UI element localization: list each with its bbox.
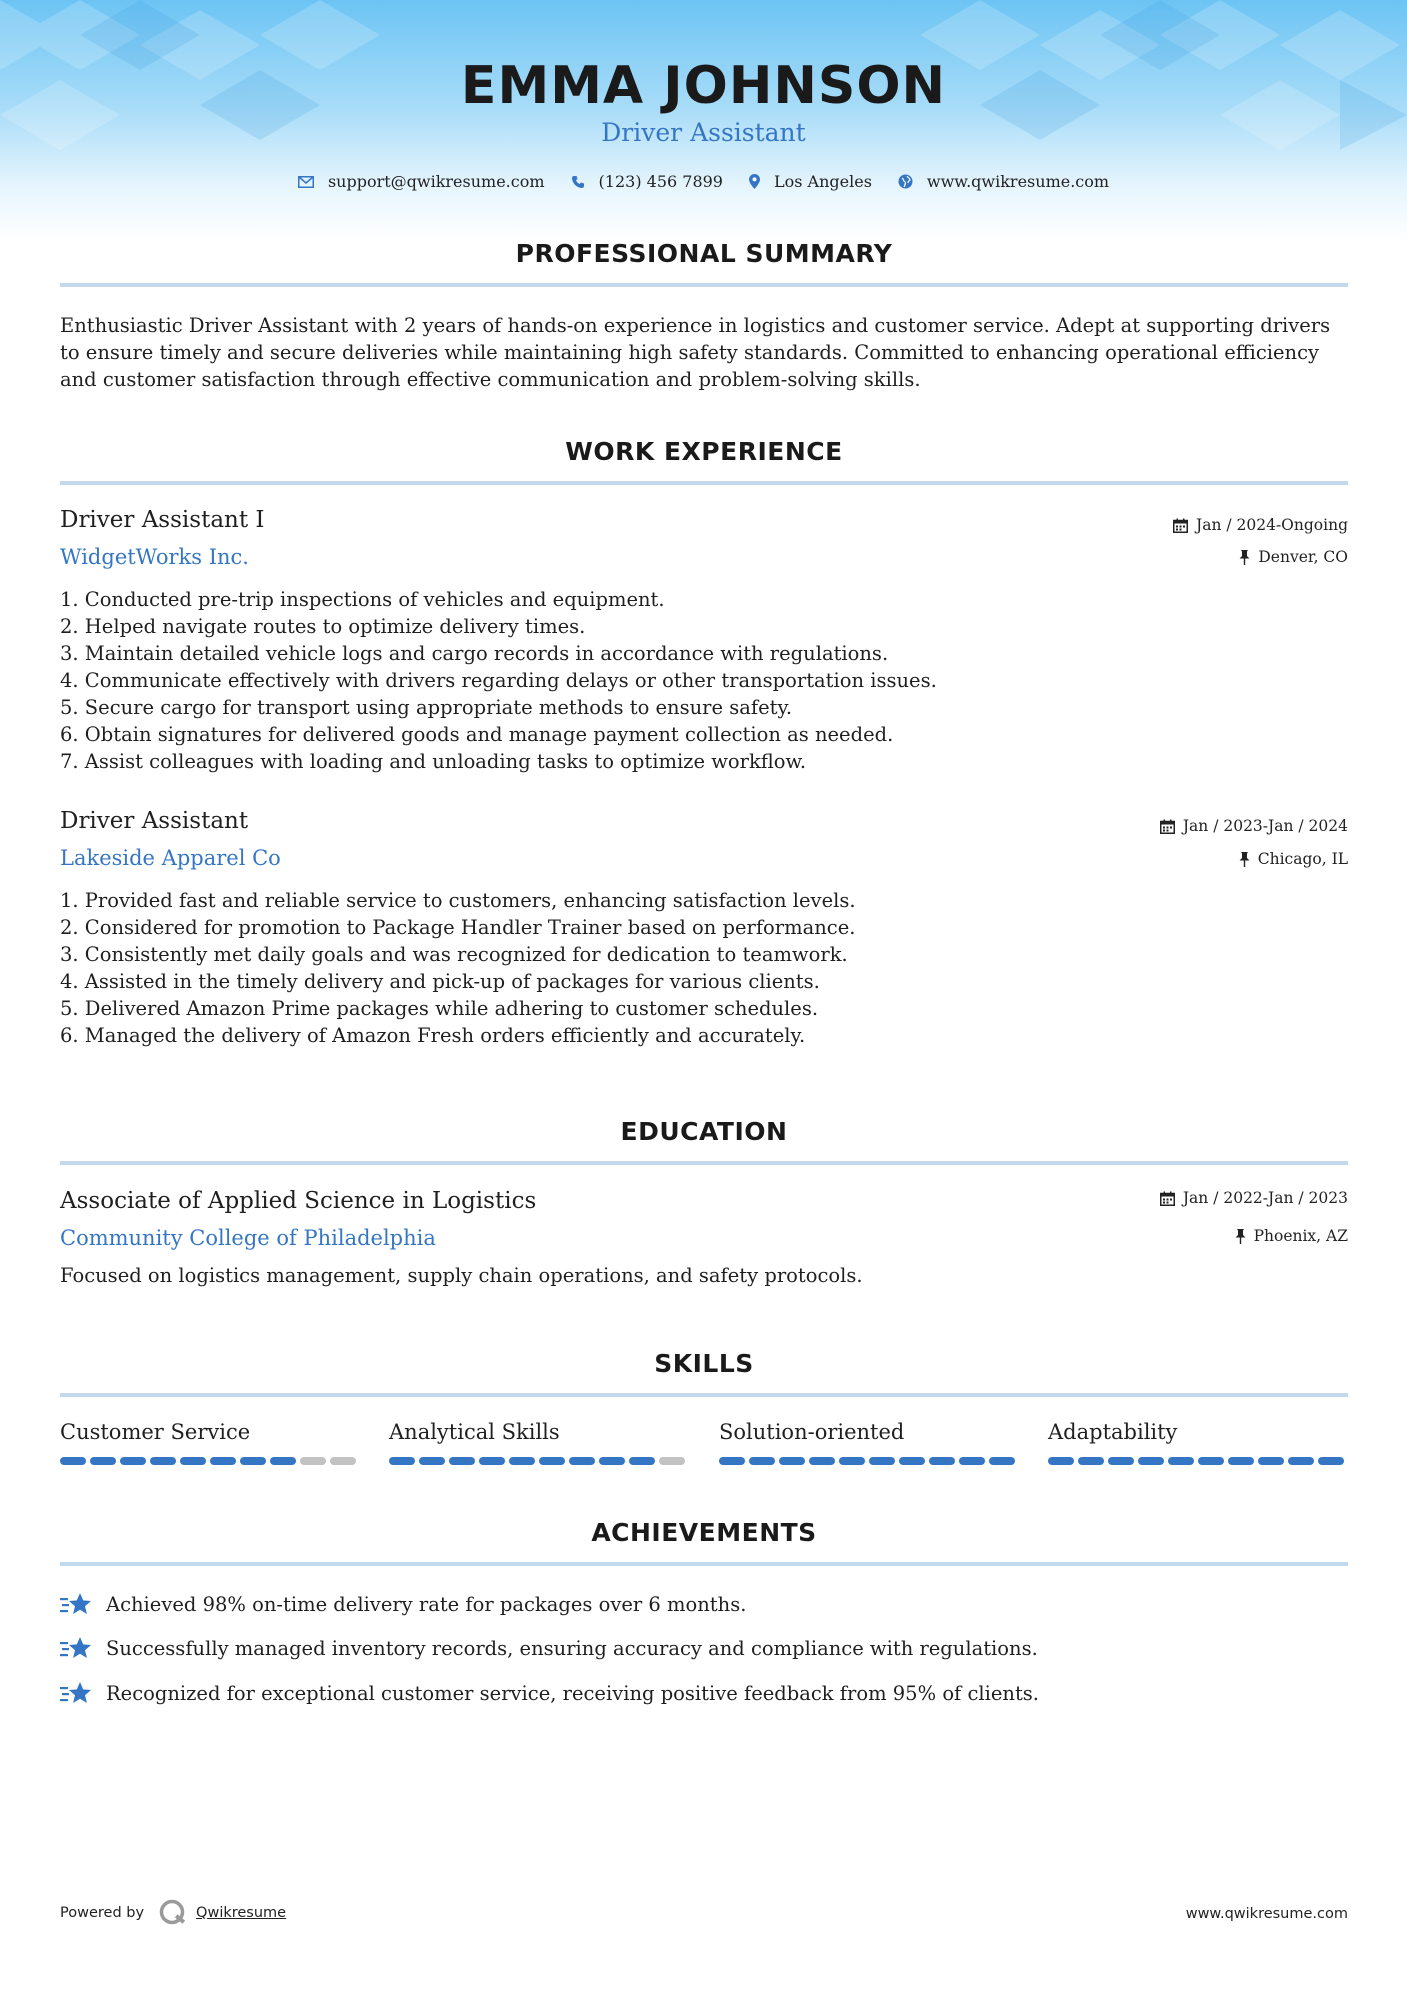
job-dates-text: Jan / 2023-Jan / 2024 (1182, 817, 1348, 835)
skill-segment-filled (90, 1457, 116, 1465)
education-location (1235, 1227, 1348, 1245)
skills-heading: SKILLS (654, 1349, 754, 1378)
list-item: 7. Assist colleagues with loading and unloading tasks to optimize workflow. (60, 750, 807, 773)
skills-divider (60, 1393, 1348, 1397)
achievement-text: Achieved 98% on-time delivery rate for packages over 6 months. (106, 1592, 747, 1616)
job-location-text: Denver, CO (1258, 548, 1348, 566)
qwikresume-link[interactable]: Qwikresume (196, 1905, 287, 1921)
star-icon (60, 1679, 92, 1707)
skill-segment-filled (869, 1457, 895, 1465)
education-location-text: Phoenix, AZ (1253, 1227, 1348, 1245)
skill-segment-filled (1108, 1457, 1134, 1465)
skill-segment-filled (629, 1457, 655, 1465)
contact-phone-text: (123) 456 7899 (598, 172, 723, 191)
skill-segment-filled (1138, 1457, 1164, 1465)
candidate-name: EMMA JOHNSON (460, 56, 947, 116)
skill-level-bar (60, 1457, 360, 1465)
globe-icon (898, 174, 913, 189)
achievements-divider (60, 1562, 1348, 1566)
education-dates-text: Jan / 2022-Jan / 2023 (1182, 1189, 1348, 1207)
skill-segment-filled (120, 1457, 146, 1465)
skill-segment-filled (569, 1457, 595, 1465)
education-heading: EDUCATION (620, 1117, 788, 1146)
list-item: 6. Obtain signatures for delivered goods and manage payment collection as needed. (60, 723, 894, 746)
skill-name: Adaptability (1048, 1420, 1178, 1444)
footer-powered-by (60, 1898, 286, 1928)
list-item: 2. Helped navigate routes to optimize delivery times. (60, 615, 586, 638)
summary-divider (60, 283, 1348, 287)
achievement-item (60, 1679, 1039, 1707)
job-dates-text: Jan / 2024-Ongoing (1195, 516, 1348, 534)
skill-segment-filled (539, 1457, 565, 1465)
contact-location-text: Los Angeles (773, 172, 872, 191)
map-pin-icon (749, 174, 760, 189)
education-dates (1160, 1189, 1348, 1207)
skill-segment-filled (1048, 1457, 1074, 1465)
powered-by-label: Powered by (60, 1905, 145, 1921)
skill-segment-filled (929, 1457, 955, 1465)
star-icon (60, 1634, 92, 1662)
skill-segment-filled (150, 1457, 176, 1465)
skill-name: Solution-oriented (719, 1420, 905, 1444)
calendar-icon (1160, 819, 1175, 834)
calendar-icon (1173, 518, 1188, 533)
achievement-text: Recognized for exceptional customer service, receiving positive feedback from 95% of clients. (106, 1681, 1040, 1705)
list-item: 2. Considered for promotion to Package Handler Trainer based on performance. (60, 916, 856, 939)
contact-location (749, 172, 872, 191)
contact-bar (0, 172, 1407, 191)
star-icon (60, 1590, 92, 1618)
skill-segment-filled (1318, 1457, 1344, 1465)
job-dates (1160, 817, 1348, 835)
skill-segment-filled (959, 1457, 985, 1465)
skill-segment-filled (210, 1457, 236, 1465)
experience-divider (60, 481, 1348, 485)
footer-website[interactable]: www.qwikresume.com (1185, 1906, 1348, 1922)
phone-icon (571, 175, 585, 189)
list-item: 5. Secure cargo for transport using appropriate methods to ensure safety. (60, 696, 793, 719)
skill-segment-filled (899, 1457, 925, 1465)
education-divider (60, 1161, 1348, 1165)
contact-email-text: support@qwikresume.com (327, 172, 545, 191)
list-item: 1. Provided fast and reliable service to customers, enhancing satisfaction levels. (60, 889, 856, 912)
skill-segment-filled (1228, 1457, 1254, 1465)
skill-segment-filled (839, 1457, 865, 1465)
skill-segment-filled (1258, 1457, 1284, 1465)
list-item: 3. Maintain detailed vehicle logs and cargo records in accordance with regulations. (60, 642, 889, 665)
qwikresume-logo-icon (158, 1898, 188, 1928)
skill-level-bar (389, 1457, 689, 1465)
job-title: Driver Assistant (60, 808, 249, 834)
skill-segment-filled (1168, 1457, 1194, 1465)
skill-segment-filled (779, 1457, 805, 1465)
envelope-icon (298, 176, 314, 188)
achievement-item (60, 1634, 1038, 1662)
list-item: 4. Assisted in the timely delivery and pick-up of packages for various clients. (60, 970, 820, 993)
degree-title: Associate of Applied Science in Logistics (60, 1188, 537, 1214)
skill-segment-filled (419, 1457, 445, 1465)
skill-segment-filled (719, 1457, 745, 1465)
skill-segment-filled (599, 1457, 625, 1465)
skill-name: Analytical Skills (389, 1420, 560, 1444)
skill-segment-filled (240, 1457, 266, 1465)
skill-segment-filled (60, 1457, 86, 1465)
job-title: Driver Assistant I (60, 507, 265, 533)
achievement-item (60, 1590, 746, 1618)
skill-segment-filled (270, 1457, 296, 1465)
skill-segment-empty (300, 1457, 326, 1465)
skill-segment-filled (1078, 1457, 1104, 1465)
skill-segment-filled (1198, 1457, 1224, 1465)
skill-level-bar (719, 1457, 1019, 1465)
skill-segment-empty (330, 1457, 356, 1465)
skill-segment-filled (389, 1457, 415, 1465)
pushpin-icon (1239, 550, 1250, 565)
skill-segment-filled (989, 1457, 1015, 1465)
skill-segment-filled (479, 1457, 505, 1465)
job-location (1239, 850, 1348, 868)
job-location (1239, 548, 1348, 566)
job-responsibilities (60, 586, 1260, 775)
skill-segment-empty (659, 1457, 685, 1465)
pushpin-icon (1239, 852, 1250, 867)
skill-segment-filled (180, 1457, 206, 1465)
school-name: Community College of Philadelphia (60, 1226, 436, 1250)
skill-segment-filled (509, 1457, 535, 1465)
skill-segment-filled (1288, 1457, 1314, 1465)
achievement-text: Successfully managed inventory records, ensuring accuracy and compliance with regulations. (106, 1636, 1038, 1660)
list-item: 6. Managed the delivery of Amazon Fresh orders efficiently and accurately. (60, 1024, 806, 1047)
list-item: 5. Delivered Amazon Prime packages while adhering to customer schedules. (60, 997, 819, 1020)
company-name: WidgetWorks Inc. (60, 545, 249, 569)
job-responsibilities (60, 887, 1260, 1049)
summary-heading: PROFESSIONAL SUMMARY (515, 239, 893, 268)
skill-segment-filled (749, 1457, 775, 1465)
achievements-heading: ACHIEVEMENTS (591, 1518, 817, 1547)
skill-level-bar (1048, 1457, 1348, 1465)
pushpin-icon (1235, 1229, 1246, 1244)
contact-website[interactable] (898, 172, 1109, 191)
contact-phone[interactable] (571, 172, 723, 191)
education-description: Focused on logistics management, supply chain operations, and safety protocols. (60, 1264, 863, 1287)
summary-text: Enthusiastic Driver Assistant with 2 years of hands-on experience in logistics and customer service. Adept at supporting drivers to ensure timely and secure deliveries while maintaining high safety standards. Committed to enhancing operational efficiency and customer satisfaction through effective communication and problem-solving skills. (60, 314, 1331, 391)
company-name: Lakeside Apparel Co (60, 846, 281, 870)
contact-email[interactable] (298, 172, 545, 191)
job-location-text: Chicago, IL (1257, 850, 1348, 868)
experience-heading: WORK EXPERIENCE (565, 437, 843, 466)
list-item: 1. Conducted pre-trip inspections of vehicles and equipment. (60, 588, 665, 611)
list-item: 4. Communicate effectively with drivers regarding delays or other transportation issues. (60, 669, 937, 692)
skill-segment-filled (809, 1457, 835, 1465)
skill-name: Customer Service (60, 1420, 251, 1444)
calendar-icon (1160, 1191, 1175, 1206)
skill-segment-filled (449, 1457, 475, 1465)
list-item: 3. Consistently met daily goals and was recognized for dedication to teamwork. (60, 943, 848, 966)
candidate-role: Driver Assistant (601, 118, 806, 147)
job-dates (1173, 516, 1348, 534)
contact-website-text: www.qwikresume.com (926, 172, 1110, 191)
